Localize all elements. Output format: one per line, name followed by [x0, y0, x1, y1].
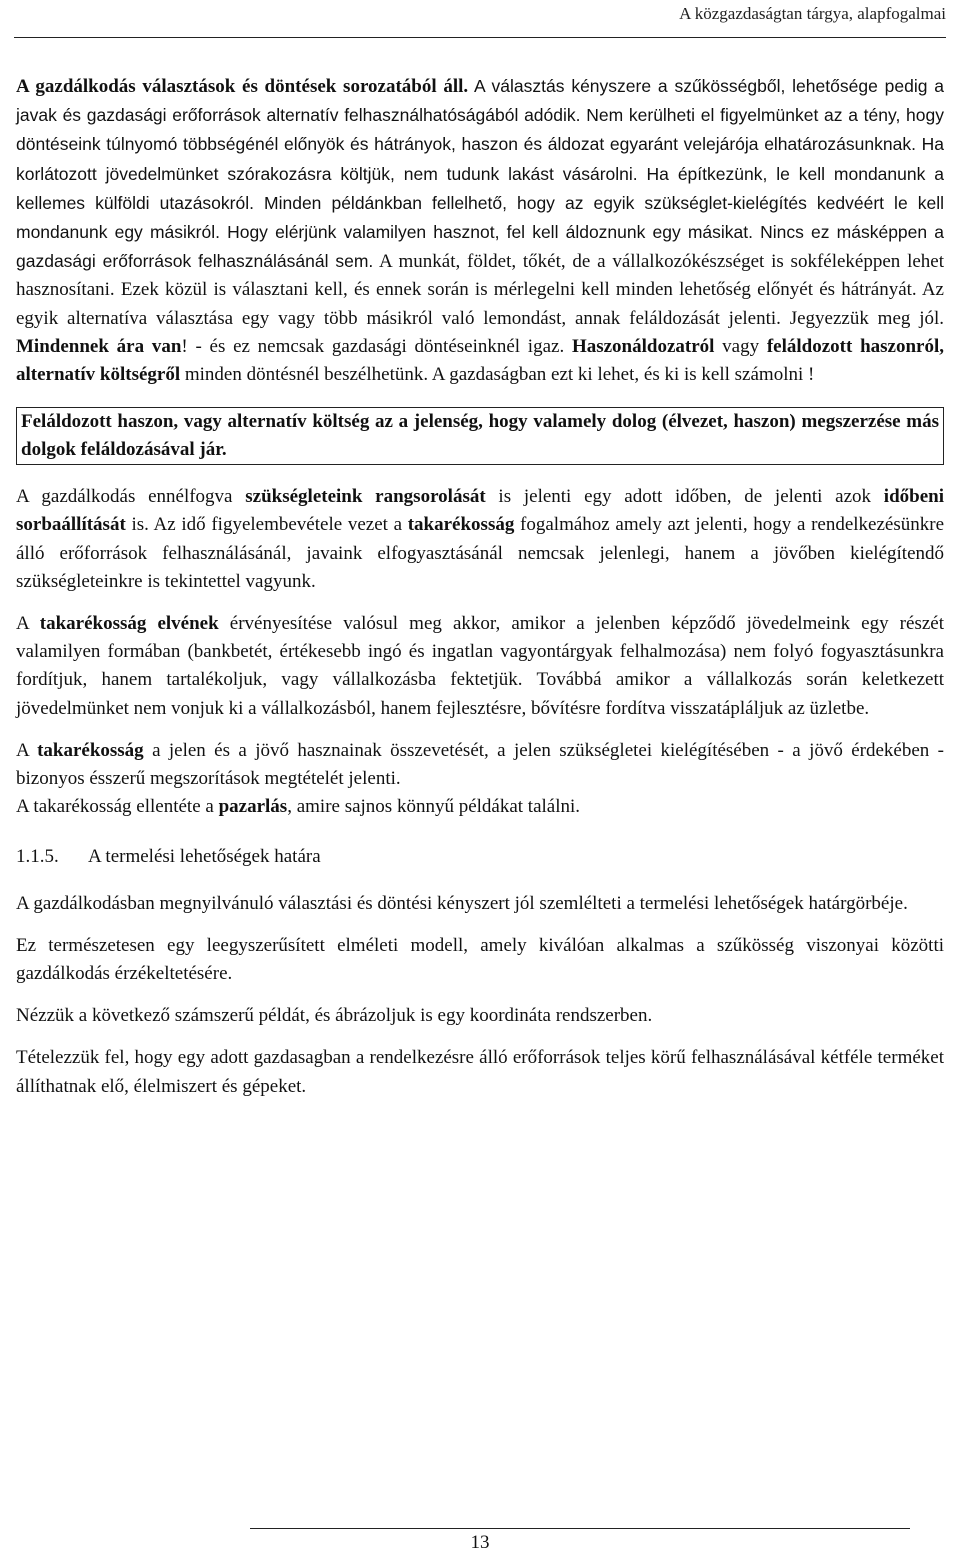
body-text: minden döntésnél beszélhetünk. A gazdaságban ezt ki lehet, és ki is kell számolni ! [180, 364, 815, 386]
header-rule [14, 37, 946, 38]
body-text: A munkát, földet, tőkét, de a vállalkozókészséget is sokféleképpen lehet hasznosítani. Ezek közül is választani kell, és ennek során is mérlegelni kell minden lehetőség előnyét és hátrányát. Az egyik alternatíva választása egy vagy több másikról való lemondást, annak feláldozását jelenti. Jegyezzük meg jól. [16, 251, 944, 329]
bold-text: takarékosság [37, 739, 144, 761]
body-text: a jelen és a jövő hasznainak összevetését, a jelen szükségletei kielégítésében - a jövő érdekében - bizonyos ésszerű megszorítások megtételét jelenti. [16, 739, 944, 790]
body-text: A gazdálkodás ennélfogva [16, 486, 246, 508]
section-heading [16, 843, 944, 871]
paragraph-model: Ez természetesen egy leegyszerűsített elméleti modell, amely kiválóan alkalmas a szűkösség viszonyai közötti gazdálkodás érzékeltetésére. [16, 934, 944, 985]
bold-text: Haszonáldozatról [571, 335, 715, 357]
bold-text: Mindennek ára van [16, 335, 182, 357]
body-text: A takarékosság ellentéte a [16, 796, 219, 818]
definition-box: Feláldozott haszon, vagy alternatív költség az a jelenség, hogy valamely dolog (élvezet, haszon) megszerzése más dolgok feláldozásával jár. [16, 407, 944, 465]
footer-rule [250, 1528, 910, 1529]
body-text: vagy [714, 335, 767, 357]
body-text: , amire sajnos könnyű példákat találni. [287, 796, 581, 818]
header-title: A közgazdaságtan tárgya, alapfogalmai [679, 4, 946, 23]
paragraph-ranking [16, 483, 944, 596]
section-title: A termelési lehetőségek határa [88, 846, 321, 868]
section-number: 1.1.5. [16, 846, 59, 868]
page-header [0, 0, 960, 44]
bold-text: takarékosság elvének [39, 613, 219, 635]
document-body [16, 72, 944, 1101]
paragraph-example: Nézzük a következő számszerű példát, és ábrázoljuk is egy koordináta rendszerben. [16, 1005, 653, 1027]
bold-text: szükségleteink rangsorolását [245, 486, 486, 508]
body-text: fogalmához amely azt jelenti, hogy a rendelkezésünkre álló erőforrások felhasználásánál, javaink elfogyasztásánál nemcsak jelenlegi, hanem a jövőben kielégítendő szükségleteinkre is tekintettel vagyunk. [16, 514, 945, 592]
bold-text: feláldozott haszonról, alternatív költségről [16, 335, 944, 386]
paragraph-saving [16, 737, 944, 793]
body-text: érvényesítése valósul meg akkor, amikor a jelenben képződő jövedelmeink egy részét valamilyen formában (bankbetét, értékesebb ingó és ingatlan vagyontárgyak felhalmozása) nem folyó fogyasztásunkra fordítjuk, hanem tartalékoljuk, vagy vállalkozásba fektetjük. Továbbá amikor a vállalkozás során keletkezett jövedelmünket nem vonjuk ki a vállalkozásból, hanem fejlesztésre, bővítésre fordítva visszatápláljuk az üzletbe. [16, 613, 944, 719]
paragraph-choices [16, 72, 944, 389]
paragraph-ppf: A gazdálkodásban megnyilvánuló választási és döntési kényszert jól szemlélteti a termelési lehetőségek határgörbéje. [16, 892, 908, 914]
body-text: is jelenti egy adott időben, de jelenti azok [485, 486, 884, 508]
bold-text: időbeni sorbaállítását [16, 486, 944, 536]
body-text: A [16, 613, 40, 635]
paragraph-saving-principle [16, 610, 944, 723]
paragraph-waste [16, 793, 944, 821]
bold-text: A gazdálkodás választások és döntések sorozatából áll. [16, 76, 469, 97]
body-text: A választás kényszere a szűkösségből, lehetősége pedig a javak és gazdasági erőforrások alternatív felhasználhatóságából adódik. Nem kerülheti el figyelmünket az a tény, hogy döntéseink túlnyomó többségénél előnyök és hátrányok, haszon és áldozat egyaránt velejárója elhatározásunknak. Ha korlátozott jövedelmünket szórakozásra költjük, nem tudunk lakást vásárolni. Ha építkezünk, le kell mondanunk a kellemes külföldi utazásokról. Minden példánkban fellelhető, hogy az egyik szükséglet-kielégítés kedvéért le kell mondanunk egy másikról. Hogy elérjünk valamilyen hasznot, fel kell áldoznunk egy másikat. Nincs ez másképpen a gazdasági erőforrások felhasználásánál sem. [16, 76, 944, 272]
page-number: 13 [470, 1532, 490, 1553]
body-text: ! - és ez nemcsak gazdasági döntéseinknél igaz. [181, 335, 572, 357]
body-text: is. Az idő figyelembevétele vezet a [125, 514, 408, 536]
paragraph-assumption: Tételezzük fel, hogy egy adott gazdasagban a rendelkezésre álló erőforrások teljes körű felhasználásával kétféle terméket állíthatnak elő, élelmiszert és gépeket. [16, 1047, 944, 1097]
bold-text: takarékosság [407, 514, 515, 536]
bold-text: pazarlás [218, 796, 288, 818]
body-text: A [16, 739, 38, 761]
